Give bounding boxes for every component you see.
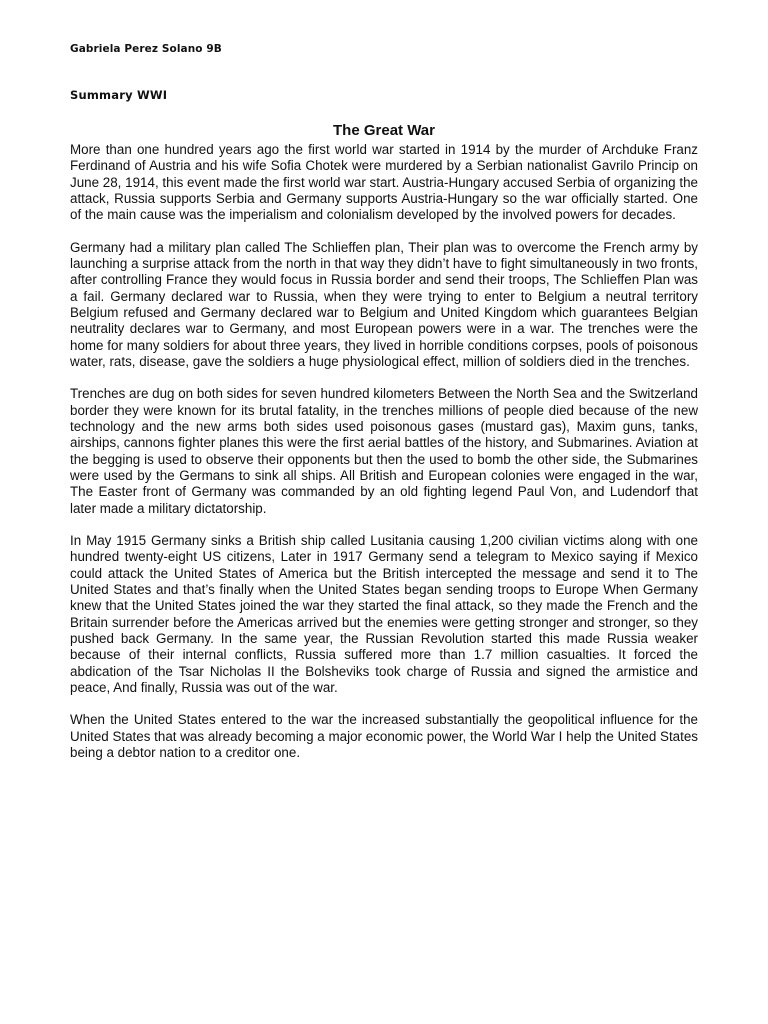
paragraph: In May 1915 Germany sinks a British ship called Lusitania causing 1,200 civilian victims along with one hundred twenty-eight US citizens, Later in 1917 Germany send a telegram to Mexico saying if Mexico could attack the United States of America but the British intercepted the message and send it to The United States and that’s finally when the United States began sending troops to Europe When Germany knew that the United States joined the war they started the final attack, so they made the French and the Britain surrender before the Americas arrived but the enemies were getting stronger and stronger, so they pushed back Germany. In the same year, the Russian Revolution started this made Russia weaker because of their internal conflicts, Russia suffered more than 1.7 million casualties. It forced the abdication of the Tsar Nicholas II the Bolsheviks took charge of Russia and signed the armistice and peace, And finally, Russia was out of the war.	[70, 533, 698, 695]
section-label: Summary WWI	[70, 88, 168, 102]
document-body	[70, 142, 698, 778]
paragraph: More than one hundred years ago the first world war started in 1914 by the murder of Archduke Franz Ferdinand of Austria and his wife Sofia Chotek were murdered by a Serbian nationalist Gavrilo Princip on June 28, 1914, this event made the first world war start. Austria-Hungary accused Serbia of organizing the attack, Russia supports Serbia and Germany supports Austria-Hungary so the war officially started. One of the main cause was the imperialism and colonialism developed by the involved powers for decades.	[70, 142, 698, 223]
paragraph: Germany had a military plan called The Schlieffen plan, Their plan was to overcome the French army by launching a surprise attack from the north in that way they didn’t have to fight simultaneously in two fronts, after controlling France they would focus in Russia border and send their troops, The Schlieffen Plan was a fail. Germany declared war to Russia, when they were trying to enter to Belgium a neutral territory Belgium refused and Germany declared war to Belgium and United Kingdom which guarantees Belgian neutrality declares war to Germany, and most European powers were in a war. The trenches were the home for many soldiers for about three years, they lived in horrible conditions corpses, pools of poisonous water, rats, disease, gave the soldiers a huge physiological effect, million of soldiers died in the trenches.	[70, 239, 698, 369]
paragraph: Trenches are dug on both sides for seven hundred kilometers Between the North Sea and the Switzerland border they were known for its brutal fatality, in the trenches millions of people died because of the new technology and the new arms both sides used poisonous gases (mustard gas), Maxim guns, tanks, airships, cannons fighter planes this were the first aerial battles of the history, and Submarines. Aviation at the begging is used to observe their opponents but then the used to bomb the other side, the Submarines were used by the Germans to sink all ships. All British and European colonies were engaged in the war, The Easter front of Germany was commanded by an old fighting legend Paul Von, and Ludendorf that later made a military dictatorship.	[70, 386, 698, 516]
document-title: The Great War	[333, 122, 435, 139]
paragraph: When the United States entered to the war the increased substantially the geopolitical influence for the United States that was already becoming a major economic power, the World War I help the United States being a debtor nation to a creditor one.	[70, 712, 698, 760]
author-name: Gabriela Perez Solano 9B	[70, 43, 222, 55]
